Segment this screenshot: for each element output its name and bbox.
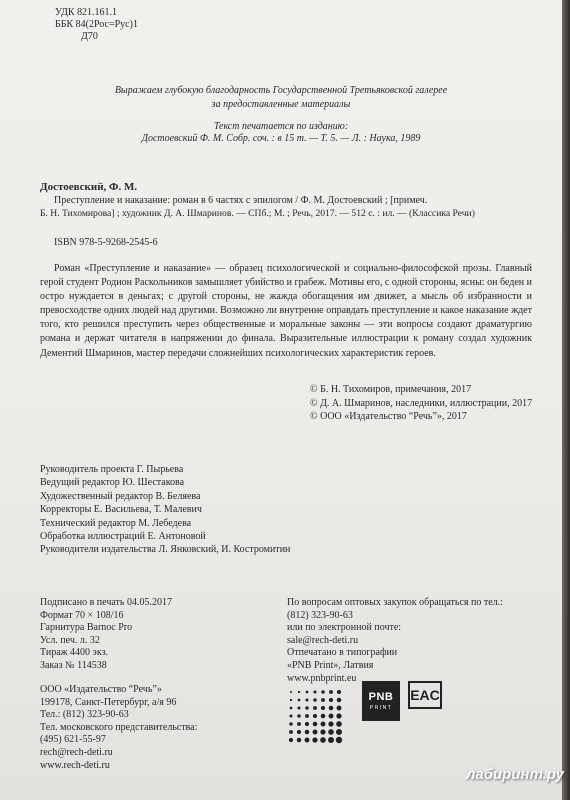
moscow-office-label: Тел. московского представительства: <box>40 721 198 733</box>
halftone-dot <box>289 714 292 717</box>
acknowledgement-line-2: за предоставленные материалы <box>211 99 351 110</box>
pnb-logo-subtext: PRINT <box>369 705 393 711</box>
wholesale-email-label: или по электронной почте: <box>287 622 402 634</box>
halftone-dot <box>313 698 316 701</box>
halftone-dot <box>313 714 317 718</box>
wholesale-label: По вопросам оптовых закупок обращаться по тел.: <box>287 597 503 608</box>
isbn: ISBN 978-5-9268-2545-6 <box>54 237 158 248</box>
publisher-contacts-block <box>40 684 198 772</box>
credit-art-editor: Художественный редактор В. Беляева <box>40 490 201 502</box>
typeface: Гарнитура Barnoc Pro <box>40 622 133 634</box>
credit-proofreaders: Корректоры Е. Васильева, Т. Малевич <box>40 504 202 516</box>
credits-block <box>40 463 290 557</box>
source-edition-label: Текст печатается по изданию: <box>213 121 349 132</box>
publisher-name: ООО «Издательство “Речь”» <box>40 684 162 695</box>
halftone-dots-logo <box>287 688 343 744</box>
halftone-dot <box>321 706 325 710</box>
print-run: Тираж 4400 экз. <box>40 647 109 659</box>
halftone-dot <box>289 722 292 725</box>
halftone-dot <box>320 737 326 743</box>
halftone-dot <box>290 691 292 693</box>
record-line-2: Б. Н. Тихомирова] ; художник Д. А. Шмаринов. — СПб.; М. ; Речь, 2017. — 512 с. : ил. — (Классика Речи) <box>40 208 475 219</box>
source-edition-citation: Достоевский Ф. М. Собр. соч. : в 15 т. — Т. 5. — Л. : Наука, 1989 <box>141 133 421 144</box>
halftone-dot <box>328 729 334 735</box>
halftone-dot <box>313 690 316 693</box>
credit-publishing-heads: Руководители издательства Л. Янковский, И. Костромитин <box>40 544 291 556</box>
halftone-dot <box>329 706 334 711</box>
halftone-dot <box>336 721 342 727</box>
signed-to-print: Подписано в печать 04.05.2017 <box>40 597 172 608</box>
pnb-print-logo <box>362 681 400 721</box>
halftone-dot <box>329 714 334 719</box>
halftone-dot <box>305 738 310 743</box>
halftone-dot <box>337 706 342 711</box>
halftone-dot <box>297 738 302 743</box>
halftone-dot <box>336 737 342 743</box>
wholesale-phone: (812) 323-90-63 <box>287 609 353 621</box>
halftone-dot <box>336 713 341 718</box>
halftone-dot <box>313 722 318 727</box>
halftone-dot <box>337 690 341 694</box>
halftone-dot <box>328 737 334 743</box>
copyright-block <box>310 383 532 424</box>
page-edge-shadow <box>562 0 570 800</box>
halftone-dot <box>336 729 342 735</box>
halftone-dot <box>337 698 342 703</box>
annotation: Роман «Преступление и наказание» — образец психологической и социально-философской прозы. Главный герой студент Родион Раскольников замышляет убийство и грабеж. Мотивы его, с одной стороны, ясны: он беден и остро нуждается в деньгах; с другой стороны, не жажда обогащения им движет, а мысль об избранности и превосходстве одних людей над другими. Возможно ли внутренне оправдать преступление и какое наказание ждет того, кто решился преступить через общественные и моральные законы — эти вопросы создают драматургию романа и держат читателя в напряжении до финала. Выразительные иллюстрации к роману создал художник Дементий Шмаринов, мастер передачи сложнейших психологических характеристик героев. <box>40 263 532 359</box>
halftone-dot <box>306 691 309 694</box>
bbk-code: ББК 84(2Рос=Рус)1 <box>55 19 138 30</box>
halftone-dot <box>305 706 308 709</box>
publisher-address: 199178, Санкт-Петербург, а/я 96 <box>40 696 177 708</box>
halftone-dot <box>298 691 300 693</box>
record-heading: Достоевский, Ф. М. <box>40 181 138 193</box>
credit-lead-editor: Ведущий редактор Ю. Шестакова <box>40 477 185 489</box>
printing-house-website: www.pnbprint.eu <box>287 672 357 684</box>
credit-illustration-processing: Обработка иллюстраций Е. Антоновой <box>40 531 206 543</box>
printing-house-label: Отпечатано в типографии <box>287 647 398 659</box>
udk-code: УДК 821.161.1 <box>55 7 118 18</box>
halftone-dot <box>313 706 317 710</box>
halftone-dot <box>313 730 318 735</box>
copyright-publisher: © ООО «Издательство “Речь”», 2017 <box>310 411 467 422</box>
credit-project-lead: Руководитель проекта Г. Пырьева <box>40 464 184 475</box>
author-mark: Д70 <box>81 31 98 42</box>
printing-house-name: «PNB Print», Латвия <box>287 659 374 671</box>
halftone-dot <box>289 738 293 742</box>
halftone-dot <box>321 690 324 693</box>
publisher-website: www.rech-deti.ru <box>40 759 110 771</box>
acknowledgement-line-1: Выражаем глубокую благодарность Государственной Третьяковской галерее <box>114 85 448 96</box>
halftone-dot <box>297 714 300 717</box>
eac-conformity-mark: EAC <box>408 681 442 709</box>
format: Формат 70 × 108/16 <box>40 609 124 621</box>
halftone-dot <box>298 699 301 702</box>
record-line-1: Преступление и наказание: роман в 6 частях с эпилогом / Ф. М. Достоевский ; [примеч. <box>54 195 428 206</box>
order-number: Заказ № 114538 <box>40 659 107 671</box>
print-data-block <box>40 597 172 673</box>
halftone-dot <box>329 698 333 702</box>
halftone-dot <box>290 707 293 710</box>
wholesale-email: sale@rech-deti.ru <box>287 634 359 646</box>
halftone-dot <box>297 730 301 734</box>
classification-block <box>55 7 138 43</box>
publisher-email: rech@rech-deti.ru <box>40 746 113 758</box>
wholesale-contacts-block <box>287 597 503 685</box>
printed-sheets: Усл. печ. л. 32 <box>40 634 100 646</box>
halftone-dot <box>289 730 293 734</box>
halftone-dot <box>297 722 301 726</box>
publisher-phone: Тел.: (812) 323-90-63 <box>40 709 129 721</box>
copyright-illustrations: © Д. А. Шмаринов, наследники, иллюстрации, 2017 <box>310 397 533 409</box>
halftone-dot <box>320 729 325 734</box>
credit-tech-editor: Технический редактор М. Лебедева <box>40 517 192 529</box>
halftone-dot <box>290 699 292 701</box>
halftone-dot <box>329 690 333 694</box>
copyright-notes: © Б. Н. Тихомиров, примечания, 2017 <box>310 384 472 395</box>
labirint-watermark: лабиринт.ру <box>466 766 564 783</box>
halftone-dot <box>312 737 317 742</box>
halftone-dot <box>321 722 326 727</box>
halftone-dot <box>305 698 308 701</box>
halftone-dot <box>305 722 309 726</box>
halftone-dot <box>321 698 325 702</box>
pnb-logo-text: PNB <box>368 691 394 703</box>
halftone-dot <box>305 730 310 735</box>
halftone-dot <box>305 714 309 718</box>
moscow-office-phone: (495) 621-55-97 <box>40 734 106 746</box>
halftone-dot <box>321 714 326 719</box>
halftone-dot <box>328 721 333 726</box>
halftone-dot <box>297 706 300 709</box>
